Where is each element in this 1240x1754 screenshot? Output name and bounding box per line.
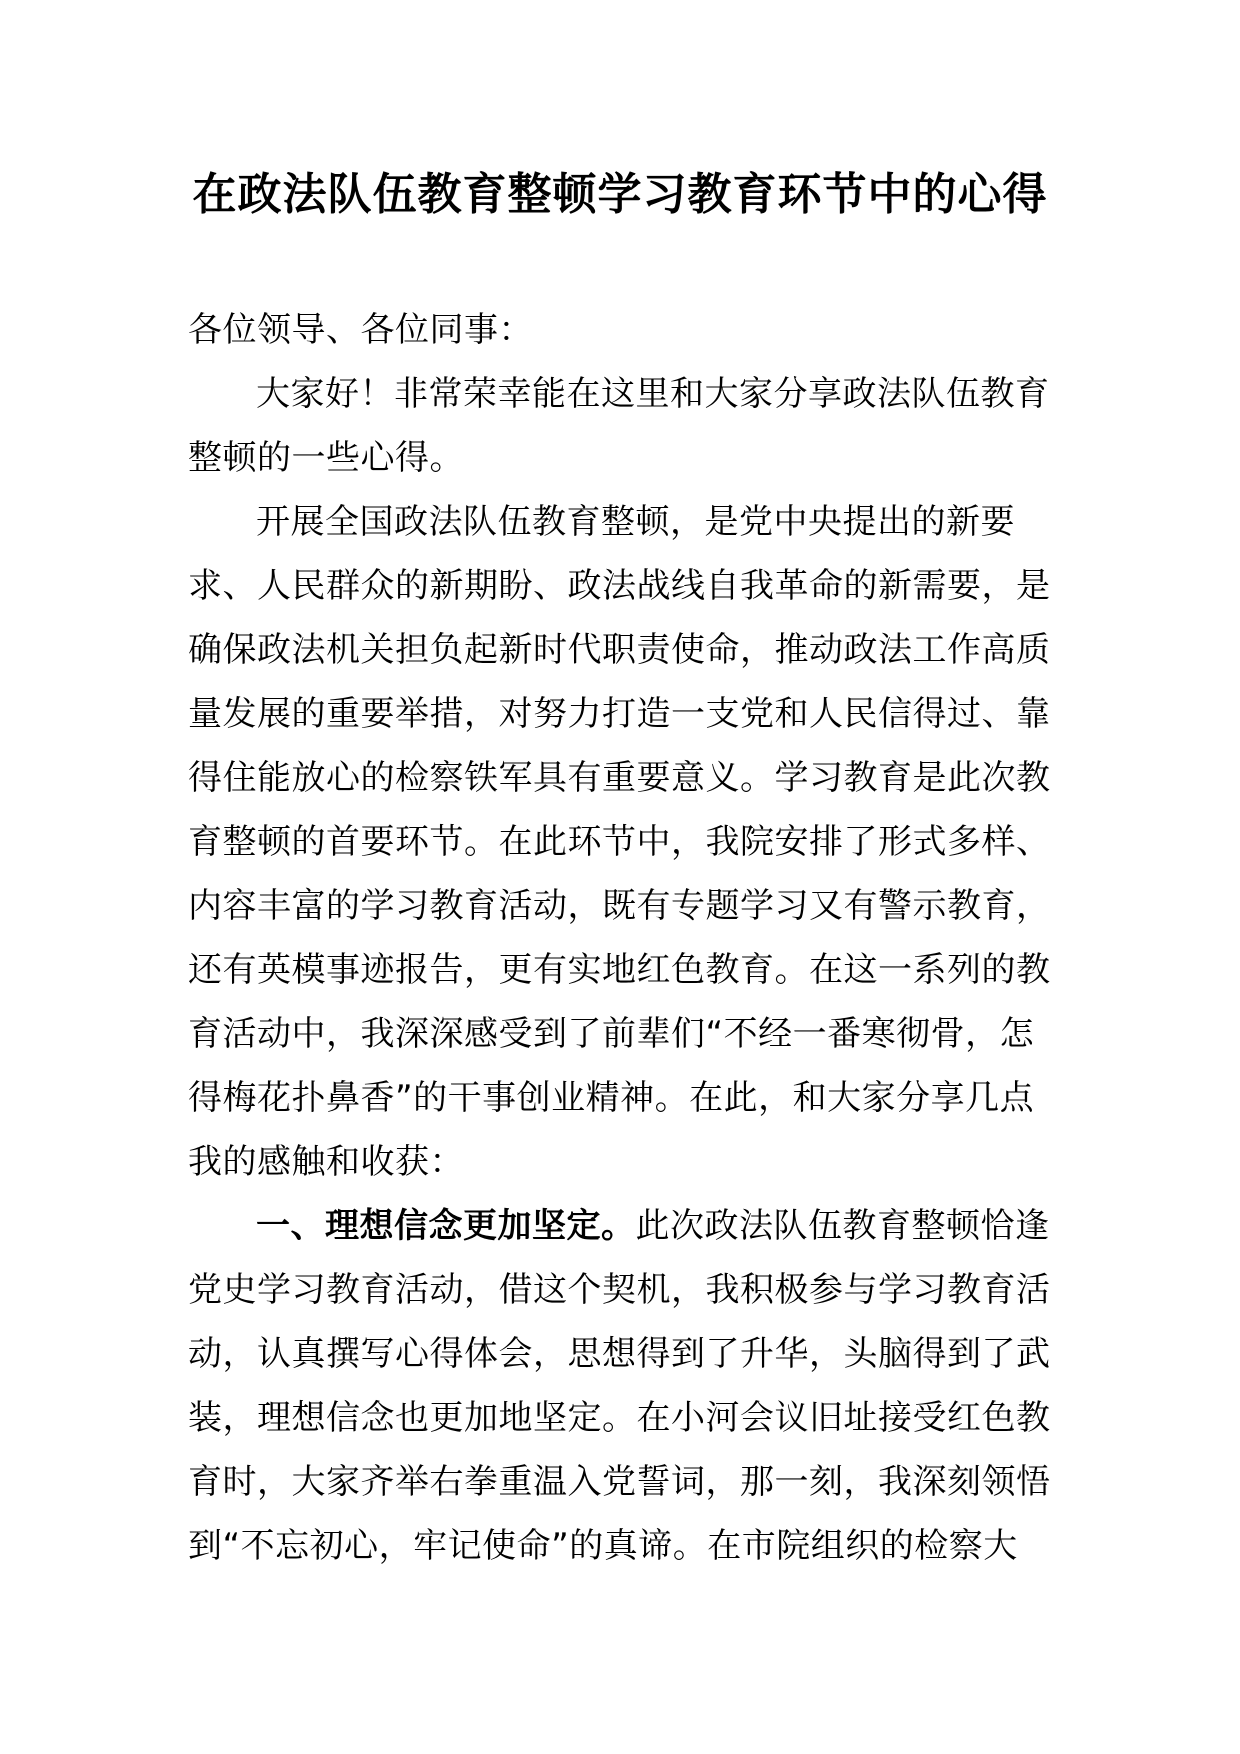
- document-body: [188, 298, 1054, 1578]
- section-1-text: 此次政法队伍教育整顿恰逢党史学习教育活动，借这个契机，我积极参与学习教育活动，认真撰写心得体会，思想得到了升华，头脑得到了武装，理想信念也更加地坚定。在小河会议旧址接受红色教育时，大家齐举右拳重温入党誓词，那一刻，我深刻领悟到“不忘初心，牢记使命”的真谛。在市院组织的检察大: [188, 1206, 1051, 1566]
- paragraph-section-1: [188, 1194, 1054, 1578]
- section-1-heading: 一、理想信念更加坚定。: [256, 1206, 636, 1246]
- salutation: 各位领导、各位同事：: [188, 310, 533, 350]
- paragraph-intro: 开展全国政法队伍教育整顿，是党中央提出的新要求、人民群众的新期盼、政法战线自我革命的新需要，是确保政法机关担负起新时代职责使命，推动政法工作高质量发展的重要举措，对努力打造一支党和人民信得过、靠得住能放心的检察铁军具有重要意义。学习教育是此次教育整顿的首要环节。在此环节中，我院安排了形式多样、内容丰富的学习教育活动，既有专题学习又有警示教育，还有英模事迹报告，更有实地红色教育。在这一系列的教育活动中，我深深感受到了前辈们“不经一番寒彻骨，怎得梅花扑鼻香”的干事创业精神。在此，和大家分享几点我的感触和收获：: [188, 502, 1051, 1182]
- document-title: 在政法队伍教育整顿学习教育环节中的心得: [192, 169, 1048, 220]
- paragraph-greeting: 大家好！非常荣幸能在这里和大家分享政法队伍教育整顿的一些心得。: [188, 374, 1050, 478]
